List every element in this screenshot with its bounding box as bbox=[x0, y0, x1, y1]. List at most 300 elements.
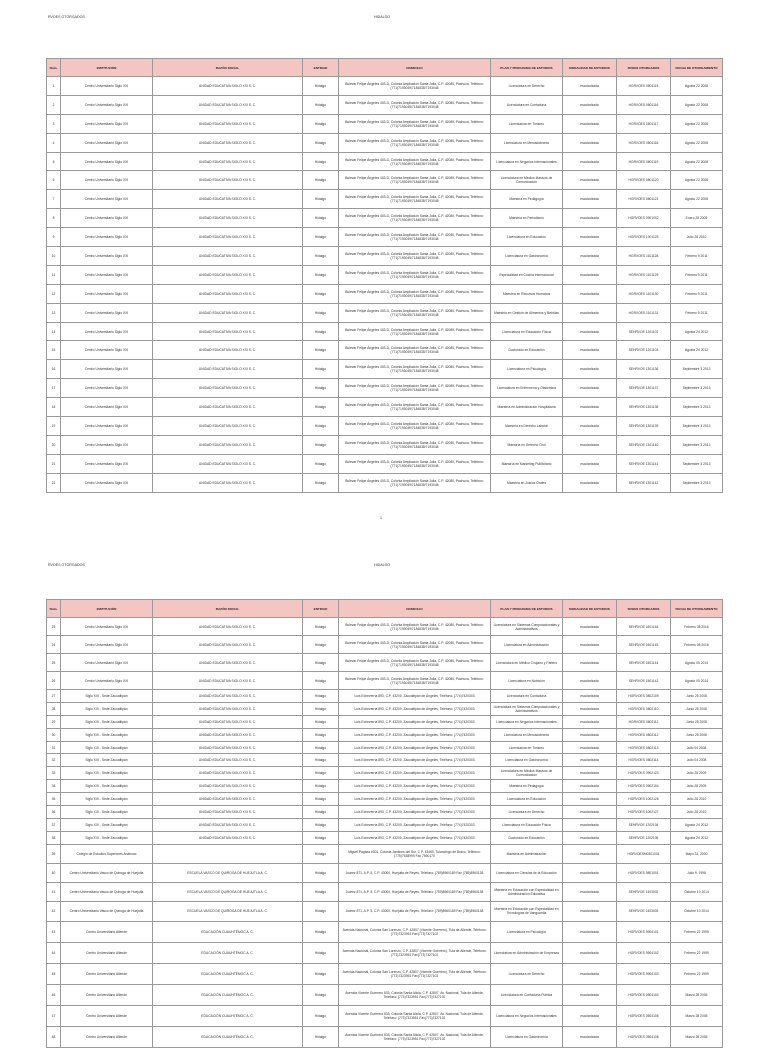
cell-state: Hidalgo bbox=[303, 863, 339, 882]
cell-state: Hidalgo bbox=[303, 672, 339, 690]
cell-row-number: 37 bbox=[47, 818, 61, 831]
cell-business-name: UNIDAD EDUCATIVA SIGLO XXI S. C. bbox=[153, 265, 303, 284]
cell-business-name: UNIDAD EDUCATIVA SIGLO XXI S. C. bbox=[153, 473, 303, 492]
cell-study-modality: escolarizada bbox=[563, 882, 617, 901]
cell-address: Bulevar Felipe Ángeles 403-D, Colonia Ampliación Santa Julia, C.P. 42080, Pachuca, Teléfono: (771)7193049/7184838/7193048 bbox=[339, 114, 491, 133]
cell-business-name: UNIDAD EDUCATIVA SIGLO XXI S. C. bbox=[153, 818, 303, 831]
cell-business-name: UNIDAD EDUCATIVA SIGLO XXI S. C. bbox=[153, 284, 303, 303]
table-row bbox=[47, 728, 723, 741]
cell-row-number: 17 bbox=[47, 379, 61, 398]
cell-rvoe-code: HGRVOES 9904101 bbox=[617, 921, 671, 942]
cell-row-number: 24 bbox=[47, 636, 61, 654]
cell-grant-date: Junio 25 2008 bbox=[671, 728, 723, 741]
cell-study-plan: Doctorado en Educación bbox=[491, 341, 563, 360]
cell-grant-date: Junio 25 2008 bbox=[671, 702, 723, 715]
cell-study-modality: escolarizada bbox=[563, 209, 617, 228]
cell-institution: Centro Universitario Allende bbox=[61, 984, 153, 1005]
table-row bbox=[47, 265, 723, 284]
cell-rvoe-code: HGRVOES 0801116 bbox=[617, 95, 671, 114]
cell-state: Hidalgo bbox=[303, 715, 339, 728]
cell-row-number: 28 bbox=[47, 702, 61, 715]
cell-study-modality: escolarizada bbox=[563, 741, 617, 754]
cell-address: Juárez 871, A.P. 5, C.P. 43000, Huejutla de Reyes, Teléfono: (789)8960189 Fax (789)8960138 bbox=[339, 901, 491, 921]
cell-study-modality: escolarizada bbox=[563, 831, 617, 844]
cell-rvoe-code: HGRVOES 0801118 bbox=[617, 133, 671, 152]
cell-grant-date: Febrero 9 2011 bbox=[671, 265, 723, 284]
cell-study-modality: escolarizada bbox=[563, 780, 617, 793]
cell-rvoe-code: SEHRVOE 1301137 bbox=[617, 379, 671, 398]
cell-business-name: UNIDAD EDUCATIVA SIGLO XXI S. C. bbox=[153, 228, 303, 247]
cell-study-modality: escolarizada bbox=[563, 1026, 617, 1047]
cell-row-number: 15 bbox=[47, 341, 61, 360]
cell-state: Hidalgo bbox=[303, 1005, 339, 1026]
table-body bbox=[47, 77, 723, 493]
cell-address: Bulevar Felipe Ángeles 403-D, Colonia Ampliación Santa Julia, C.P. 42080, Pachuca, Teléfono: (771)7193049/7184838/7193048 bbox=[339, 322, 491, 341]
cell-state: Hidalgo bbox=[303, 190, 339, 209]
cell-grant-date: Febrero 22 1999 bbox=[671, 963, 723, 984]
cell-institution: Centro Universitario Siglo XXI bbox=[61, 152, 153, 171]
cell-business-name: UNIDAD EDUCATIVA SIGLO XXI S. C. bbox=[153, 417, 303, 436]
table-row bbox=[47, 690, 723, 703]
cell-address: Luis Echeverría 893, C.P. 43200, Zacualtipán de Ángeles, Teléfono: (774)7420303 bbox=[339, 793, 491, 806]
cell-address: Luis Echeverría 893, C.P. 43200, Zacualtipán de Ángeles, Teléfono: (774)7420303 bbox=[339, 728, 491, 741]
cell-state: Hidalgo bbox=[303, 767, 339, 780]
cell-address: Bulevar Felipe Ángeles 403-D, Colonia Ampliación Santa Julia, C.P. 42080, Pachuca, Teléfono: (771)7193049/7184838/7193048 bbox=[339, 417, 491, 436]
cell-address: Bulevar Felipe Ángeles 403-D, Colonia Ampliación Santa Julia, C.P. 42080, Pachuca, Teléfono: (771)7193049/7184838/7193048 bbox=[339, 341, 491, 360]
cell-address: Bulevar Felipe Ángeles 403-D, Colonia Ampliación Santa Julia, C.P. 42080, Pachuca, Teléfono: (771)7193049/7184838/7193048 bbox=[339, 672, 491, 690]
cell-institution: Centro Universitario Siglo XXI bbox=[61, 360, 153, 379]
cell-state: Hidalgo bbox=[303, 942, 339, 963]
cell-business-name: UNIDAD EDUCATIVA SIGLO XXI S. C. bbox=[153, 152, 303, 171]
table-row bbox=[47, 284, 723, 303]
cell-institution: Centro Universitario Siglo XXI bbox=[61, 417, 153, 436]
cell-state: Hidalgo bbox=[303, 379, 339, 398]
cell-row-number: 10 bbox=[47, 247, 61, 266]
cell-institution: Siglo XXI - Sede Zacualtipán bbox=[61, 715, 153, 728]
cell-institution: Centro Universitario Allende bbox=[61, 1005, 153, 1026]
cell-study-plan: Licenciatura en Educación Física bbox=[491, 818, 563, 831]
cell-study-modality: escolarizada bbox=[563, 672, 617, 690]
cell-institution: Siglo XXI - Sede Zacualtipán bbox=[61, 702, 153, 715]
cell-row-number: 9 bbox=[47, 228, 61, 247]
cell-business-name: UNIDAD EDUCATIVA SIGLO XXI S. C. bbox=[153, 780, 303, 793]
cell-institution: Centro Universitario Vasco de Quiroga de Huejutla bbox=[61, 882, 153, 901]
cell-address: Luis Echeverría 893, C.P. 43200, Zacualtipán de Ángeles, Teléfono: (774)7420303 bbox=[339, 715, 491, 728]
cell-study-modality: escolarizada bbox=[563, 398, 617, 417]
cell-rvoe-code: HGRVOES 1101131 bbox=[617, 303, 671, 322]
cell-institution: Centro Universitario Vasco de Quiroga de Huejutla bbox=[61, 901, 153, 921]
cell-row-number: 46 bbox=[47, 984, 61, 1005]
cell-institution: Centro Universitario Siglo XXI bbox=[61, 654, 153, 672]
cell-institution: Centro Universitario Siglo XXI bbox=[61, 636, 153, 654]
cell-institution: Centro Universitario Allende bbox=[61, 1026, 153, 1047]
cell-row-number: 16 bbox=[47, 360, 61, 379]
table-row bbox=[47, 322, 723, 341]
column-header-row-number: Núm. bbox=[47, 59, 61, 77]
cell-study-plan: Licenciatura en Educación Física bbox=[491, 322, 563, 341]
cell-grant-date: Marzo 28 2005 bbox=[671, 1026, 723, 1047]
cell-rvoe-code: HGRVOES 1101130 bbox=[617, 284, 671, 303]
table-row bbox=[47, 209, 723, 228]
cell-row-number: 5 bbox=[47, 152, 61, 171]
column-header-rvoe-code: RVOES OTORGADOS bbox=[617, 59, 671, 77]
cell-institution: Centro Universitario Siglo XXI bbox=[61, 398, 153, 417]
cell-state: Hidalgo bbox=[303, 77, 339, 96]
table-row bbox=[47, 793, 723, 806]
cell-state: Hidalgo bbox=[303, 152, 339, 171]
cell-grant-date: Septiembre 3 2013 bbox=[671, 417, 723, 436]
cell-state: Hidalgo bbox=[303, 963, 339, 984]
cell-row-number: 22 bbox=[47, 473, 61, 492]
table-body bbox=[47, 618, 723, 1048]
cell-row-number: 14 bbox=[47, 322, 61, 341]
cell-study-modality: escolarizada bbox=[563, 360, 617, 379]
cell-study-plan: Licenciatura en Gastronomía bbox=[491, 247, 563, 266]
cell-row-number: 30 bbox=[47, 728, 61, 741]
cell-study-modality: escolarizada bbox=[563, 942, 617, 963]
cell-study-modality: escolarizada bbox=[563, 754, 617, 767]
cell-grant-date: Julio 28 2010 bbox=[671, 806, 723, 819]
page-header bbox=[0, 563, 768, 573]
cell-study-plan: Licenciatura en Psicología bbox=[491, 360, 563, 379]
cell-study-plan: Licenciatura en Mercadotecnia bbox=[491, 133, 563, 152]
cell-address: Luis Echeverría 893, C.P. 43200, Zacualtipán de Ángeles, Teléfono: (774)7420303 bbox=[339, 702, 491, 715]
cell-rvoe-code: SEHRVOE 1403003 bbox=[617, 901, 671, 921]
cell-study-modality: escolarizada bbox=[563, 702, 617, 715]
table-row bbox=[47, 152, 723, 171]
table-row bbox=[47, 818, 723, 831]
cell-business-name: EDUCACIÓN CUAUHTÉMOC A. C. bbox=[153, 1005, 303, 1026]
cell-address: Bulevar Felipe Ángeles 403-D, Colonia Ampliación Santa Julia, C.P. 42080, Pachuca, Teléfono: (771)7193049/7184838/7193048 bbox=[339, 247, 491, 266]
cell-address: Luis Echeverría 893, C.P. 43200, Zacualtipán de Ángeles, Teléfono: (774)7420303 bbox=[339, 754, 491, 767]
cell-business-name: EDUCACIÓN CUAUHTÉMOC A. C. bbox=[153, 984, 303, 1005]
cell-address: Bulevar Felipe Ángeles 403-D, Colonia Ampliación Santa Julia, C.P. 42080, Pachuca, Teléfono: (771)7193049/7184838/7193048 bbox=[339, 190, 491, 209]
cell-study-modality: escolarizada bbox=[563, 77, 617, 96]
cell-state: Hidalgo bbox=[303, 265, 339, 284]
cell-business-name: UNIDAD EDUCATIVA SIGLO XXI S. C. bbox=[153, 672, 303, 690]
cell-business-name: UNIDAD EDUCATIVA SIGLO XXI S. C. bbox=[153, 95, 303, 114]
cell-institution: Centro Universitario Vasco de Quiroga de Huejutla bbox=[61, 863, 153, 882]
cell-state: Hidalgo bbox=[303, 303, 339, 322]
cell-study-modality: escolarizada bbox=[563, 284, 617, 303]
cell-institution: Centro Universitario Siglo XXI bbox=[61, 95, 153, 114]
cell-address: Avenida Nacional, Colonia San Lorenzo, C.P. 42807 (Vicente Guerrero), Tula de Allende, Teléfono: (773)7323951 Fax(773)7327102 bbox=[339, 942, 491, 963]
cell-institution: Centro Universitario Siglo XXI bbox=[61, 265, 153, 284]
table-row bbox=[47, 473, 723, 492]
cell-row-number: 44 bbox=[47, 942, 61, 963]
cell-business-name: ESCUELA VASCO DE QUIROGA DE HUEJUTLA A. C. bbox=[153, 901, 303, 921]
cell-row-number: 38 bbox=[47, 831, 61, 844]
cell-state: Hidalgo bbox=[303, 831, 339, 844]
cell-business-name: UNIDAD EDUCATIVA SIGLO XXI S. C. bbox=[153, 793, 303, 806]
cell-row-number: 4 bbox=[47, 133, 61, 152]
cell-study-plan: Licenciatura en Derecho bbox=[491, 963, 563, 984]
cell-grant-date: Febrero 9 2011 bbox=[671, 247, 723, 266]
cell-state: Hidalgo bbox=[303, 882, 339, 901]
cell-grant-date: Septiembre 3 2013 bbox=[671, 435, 723, 454]
cell-state: Hidalgo bbox=[303, 247, 339, 266]
cell-institution: Siglo XXI - Sede Zacualtipán bbox=[61, 818, 153, 831]
cell-address: Luis Echeverría 893, C.P. 43200, Zacualtipán de Ángeles, Teléfono: (774)7420303 bbox=[339, 831, 491, 844]
cell-grant-date: Febrero 9 2011 bbox=[671, 303, 723, 322]
cell-rvoe-code: SEHRVOE 1301140 bbox=[617, 435, 671, 454]
cell-business-name: UNIDAD EDUCATIVA SIGLO XXI S. C. bbox=[153, 715, 303, 728]
cell-address: Bulevar Felipe Ángeles 403-D, Colonia Ampliación Santa Julia, C.P. 42080, Pachuca, Teléfono: (771)7193049/7184838/7193048 bbox=[339, 133, 491, 152]
cell-study-plan: Doctorado en Educación bbox=[491, 831, 563, 844]
cell-rvoe-code: HGRVOES 1002126 bbox=[617, 793, 671, 806]
cell-business-name: UNIDAD EDUCATIVA SIGLO XXI S. C. bbox=[153, 247, 303, 266]
cell-study-modality: escolarizada bbox=[563, 984, 617, 1005]
cell-state: Hidalgo bbox=[303, 636, 339, 654]
cell-grant-date: Agosto 24 2012 bbox=[671, 341, 723, 360]
cell-rvoe-code: HGRVOES 0504105 bbox=[617, 1005, 671, 1026]
table-row bbox=[47, 247, 723, 266]
table-row bbox=[47, 754, 723, 767]
table-row bbox=[47, 636, 723, 654]
cell-business-name: UNIDAD EDUCATIVA SIGLO XXI S. C. bbox=[153, 636, 303, 654]
cell-rvoe-code: SEHRVOE 1301141 bbox=[617, 454, 671, 473]
table-row bbox=[47, 741, 723, 754]
cell-grant-date: Agosto 22 2008 bbox=[671, 77, 723, 96]
column-header-business-name: RAZÓN SOCIAL bbox=[153, 59, 303, 77]
cell-address: Avenida Nacional, Colonia San Lorenzo, C.P. 42807 (Vicente Guerrero), Tula de Allende, Teléfono: (773)7323951 Fax(773)7327102 bbox=[339, 921, 491, 942]
cell-grant-date: Agosto 22 2008 bbox=[671, 114, 723, 133]
rvoes-table-page-1 bbox=[46, 58, 723, 493]
table-row bbox=[47, 1026, 723, 1047]
cell-rvoe-code: HGRVOES 1101129 bbox=[617, 265, 671, 284]
cell-institution: Colegio de Estudios Superiores Anáhuac bbox=[61, 844, 153, 863]
cell-address: Bulevar Felipe Ángeles 403-D, Colonia Ampliación Santa Julia, C.P. 42080, Pachuca, Teléfono: (771)7193049/7184838/7193048 bbox=[339, 228, 491, 247]
table-row bbox=[47, 618, 723, 636]
header-center-title: HIDALGO bbox=[374, 15, 391, 19]
cell-study-modality: escolarizada bbox=[563, 654, 617, 672]
cell-rvoe-code: HGRVOES 0801120 bbox=[617, 171, 671, 190]
cell-study-plan: Maestría en Gestión de Alimentos y Bebidas bbox=[491, 303, 563, 322]
column-header-institution: INSTITUCIÓN bbox=[61, 600, 153, 618]
cell-institution: Siglo XXI - Sede Zacualtipán bbox=[61, 690, 153, 703]
cell-rvoe-code: HGRVOES 0802109 bbox=[617, 690, 671, 703]
cell-row-number: 43 bbox=[47, 921, 61, 942]
cell-business-name: UNIDAD EDUCATIVA SIGLO XXI S. C. bbox=[153, 754, 303, 767]
cell-rvoe-code: HGRVOES 1001125 bbox=[617, 228, 671, 247]
cell-address: Bulevar Felipe Ángeles 403-D, Colonia Ampliación Santa Julia, C.P. 42080, Pachuca, Teléfono: (771)7193049/7184838/7193048 bbox=[339, 435, 491, 454]
cell-study-plan: Maestría en Pedagogía bbox=[491, 780, 563, 793]
column-header-grant-date: FECHA DE OTORGAMIENTO bbox=[671, 600, 723, 618]
cell-study-plan: Licenciatura en Negocios Internacionales bbox=[491, 1005, 563, 1026]
cell-study-plan: Licenciatura en Derecho bbox=[491, 77, 563, 96]
cell-state: Hidalgo bbox=[303, 209, 339, 228]
table-row bbox=[47, 654, 723, 672]
cell-row-number: 48 bbox=[47, 1026, 61, 1047]
table-row bbox=[47, 435, 723, 454]
cell-study-plan: Licenciatura en Medios Masivos de Comunicación bbox=[491, 767, 563, 780]
cell-grant-date: Julio 04 2008 bbox=[671, 754, 723, 767]
cell-study-modality: escolarizada bbox=[563, 963, 617, 984]
column-header-study-plan: PLAN Y PROGRAMA DE ESTUDIOS bbox=[491, 600, 563, 618]
cell-business-name: UNIDAD EDUCATIVA SIGLO XXI S. C. bbox=[153, 435, 303, 454]
cell-study-modality: escolarizada bbox=[563, 190, 617, 209]
cell-business-name: EDUCACIÓN CUAUHTÉMOC A. C. bbox=[153, 942, 303, 963]
cell-institution: Centro Universitario Siglo XXI bbox=[61, 228, 153, 247]
cell-state: Hidalgo bbox=[303, 133, 339, 152]
cell-business-name: UNIDAD EDUCATIVA SIGLO XXI S. C. bbox=[153, 806, 303, 819]
cell-state: Hidalgo bbox=[303, 690, 339, 703]
cell-row-number: 20 bbox=[47, 435, 61, 454]
table-header-row bbox=[47, 59, 723, 77]
cell-business-name: UNIDAD EDUCATIVA SIGLO XXI S. C. bbox=[153, 741, 303, 754]
cell-address: Luis Echeverría 893, C.P. 43200, Zacualtipán de Ángeles, Teléfono: (774)7420303 bbox=[339, 741, 491, 754]
cell-institution: Centro Universitario Siglo XXI bbox=[61, 322, 153, 341]
cell-grant-date: Julio 28 2010 bbox=[671, 793, 723, 806]
cell-study-modality: escolarizada bbox=[563, 844, 617, 863]
cell-state: Hidalgo bbox=[303, 473, 339, 492]
table-row bbox=[47, 942, 723, 963]
cell-state: Hidalgo bbox=[303, 780, 339, 793]
cell-rvoe-code: HGRVOES 0801121 bbox=[617, 190, 671, 209]
cell-rvoe-code: HGRVOES 0504104 bbox=[617, 984, 671, 1005]
cell-business-name: ESCUELA VASCO DE QUIROGA DE HUEJUTLA A. C. bbox=[153, 863, 303, 882]
cell-study-plan: Maestría en Educación con Especialidad en Administración Educativa bbox=[491, 882, 563, 901]
cell-grant-date: Agosto 22 2008 bbox=[671, 95, 723, 114]
cell-state: Hidalgo bbox=[303, 284, 339, 303]
cell-study-modality: escolarizada bbox=[563, 435, 617, 454]
cell-study-modality: escolarizada bbox=[563, 1005, 617, 1026]
table-row bbox=[47, 398, 723, 417]
cell-study-plan: Licenciatura en Enfermería y Obstetricia bbox=[491, 379, 563, 398]
cell-institution: Centro Universitario Siglo XXI bbox=[61, 672, 153, 690]
cell-study-plan: Maestría en Recursos Humanos bbox=[491, 284, 563, 303]
cell-address: Bulevar Felipe Ángeles 403-D, Colonia Ampliación Santa Julia, C.P. 42080, Pachuca, Teléfono: (771)7193049/7184838/7193048 bbox=[339, 95, 491, 114]
cell-address: Bulevar Felipe Ángeles 403-D, Colonia Ampliación Santa Julia, C.P. 42080, Pachuca, Teléfono: (771)7193049/7184838/7193048 bbox=[339, 265, 491, 284]
table-row bbox=[47, 672, 723, 690]
cell-study-modality: escolarizada bbox=[563, 690, 617, 703]
cell-rvoe-code: SEHRVOE 1301139 bbox=[617, 417, 671, 436]
cell-study-plan: Maestría en Administración Hospitalaria bbox=[491, 398, 563, 417]
cell-business-name: UNIDAD EDUCATIVA SIGLO XXI S. C. bbox=[153, 133, 303, 152]
cell-institution: Siglo XXI - Sede Zacualtipán bbox=[61, 793, 153, 806]
cell-study-modality: escolarizada bbox=[563, 901, 617, 921]
cell-study-plan: Licenciatura en Educación bbox=[491, 228, 563, 247]
cell-rvoe-code: HGRVOES 0802112 bbox=[617, 728, 671, 741]
cell-address: Juárez 871, A.P. 5, C.P. 43000, Huejutla de Reyes, Teléfono: (789)8960189 Fax (789)8960138 bbox=[339, 882, 491, 901]
cell-grant-date: Mayo 31, 2000 bbox=[671, 844, 723, 863]
cell-grant-date: Febrero 08 2016 bbox=[671, 636, 723, 654]
table-row bbox=[47, 831, 723, 844]
cell-study-modality: escolarizada bbox=[563, 818, 617, 831]
cell-rvoe-code: HGRVOES 9904103 bbox=[617, 963, 671, 984]
cell-study-plan: Maestría en Administración bbox=[491, 844, 563, 863]
cell-grant-date: Febrero 9 2011 bbox=[671, 284, 723, 303]
cell-institution: Centro Universitario Siglo XXI bbox=[61, 171, 153, 190]
cell-study-plan: Licenciatura en Mercadotecnia bbox=[491, 728, 563, 741]
cell-study-modality: escolarizada bbox=[563, 152, 617, 171]
column-header-grant-date: FECHA DE OTORGAMIENTO bbox=[671, 59, 723, 77]
cell-grant-date: Julio 9, 1998 bbox=[671, 863, 723, 882]
cell-business-name: ESCUELA VASCO DE QUIROGA DE HUEJUTLA A. C. bbox=[153, 882, 303, 901]
cell-business-name: UNIDAD EDUCATIVA SIGLO XXI S. C. bbox=[153, 654, 303, 672]
cell-business-name: EDUCACIÓN CUAUHTÉMOC A. C. bbox=[153, 1026, 303, 1047]
cell-study-plan: Licenciatura en Contaduría Pública bbox=[491, 984, 563, 1005]
cell-study-modality: escolarizada bbox=[563, 863, 617, 882]
cell-state: Hidalgo bbox=[303, 114, 339, 133]
cell-state: Hidalgo bbox=[303, 95, 339, 114]
cell-row-number: 32 bbox=[47, 754, 61, 767]
cell-row-number: 13 bbox=[47, 303, 61, 322]
table-row bbox=[47, 901, 723, 921]
cell-state: Hidalgo bbox=[303, 984, 339, 1005]
table-row bbox=[47, 303, 723, 322]
cell-study-modality: escolarizada bbox=[563, 322, 617, 341]
cell-grant-date: Agosto 24 2012 bbox=[671, 322, 723, 341]
cell-grant-date: Julio 28 2009 bbox=[671, 780, 723, 793]
cell-study-plan: Licenciatura en Ciencias de la Educación bbox=[491, 863, 563, 882]
cell-business-name bbox=[153, 844, 303, 863]
cell-study-plan: Licenciatura en Sistemas Computacionales y Administrativos bbox=[491, 618, 563, 636]
cell-row-number: 21 bbox=[47, 454, 61, 473]
cell-address: Avenida Vicente Guerrero 833, Colonia Santa Alicia, C.P. 42807, Av. Nacional, Tula de Allende, Teléfono: (773)7323951 Fax(773)7327102 bbox=[339, 1026, 491, 1047]
cell-state: Hidalgo bbox=[303, 702, 339, 715]
cell-study-plan: Licenciatura en Negocios Internacionales bbox=[491, 715, 563, 728]
cell-study-modality: escolarizada bbox=[563, 806, 617, 819]
cell-row-number: 11 bbox=[47, 265, 61, 284]
cell-rvoe-code: HGRVOES 0802111 bbox=[617, 715, 671, 728]
cell-state: Hidalgo bbox=[303, 844, 339, 863]
cell-study-plan: Licenciatura en Contaduría bbox=[491, 95, 563, 114]
cell-institution: Siglo XXI - Sede Zacualtipán bbox=[61, 728, 153, 741]
cell-rvoe-code: HGRVOES 9801001 bbox=[617, 863, 671, 882]
cell-row-number: 8 bbox=[47, 209, 61, 228]
cell-state: Hidalgo bbox=[303, 435, 339, 454]
cell-rvoe-code: HGRVOES 0802114 bbox=[617, 754, 671, 767]
cell-address: Bulevar Felipe Ángeles 403-D, Colonia Ampliación Santa Julia, C.P. 42080, Pachuca, Teléfono: (771)7193049/7184838/7193048 bbox=[339, 398, 491, 417]
cell-study-plan: Maestría en Educación con Especialidad en Tecnologías de Vanguardia bbox=[491, 901, 563, 921]
column-header-study-modality: MODALIDAD DE ESTUDIOS bbox=[563, 59, 617, 77]
cell-address: Bulevar Felipe Ángeles 403-D, Colonia Ampliación Santa Julia, C.P. 42080, Pachuca, Teléfono: (771)7193049/7184838/7193048 bbox=[339, 284, 491, 303]
cell-institution: Centro Universitario Allende bbox=[61, 921, 153, 942]
table-row bbox=[47, 863, 723, 882]
cell-business-name: UNIDAD EDUCATIVA SIGLO XXI S. C. bbox=[153, 702, 303, 715]
cell-rvoe-code: HGRVOES 0801119 bbox=[617, 152, 671, 171]
table-row bbox=[47, 417, 723, 436]
table-row bbox=[47, 984, 723, 1005]
cell-study-modality: escolarizada bbox=[563, 341, 617, 360]
cell-business-name: EDUCACIÓN CUAUHTÉMOC A. C. bbox=[153, 921, 303, 942]
cell-rvoe-code: SEHRVOE 1601146 bbox=[617, 618, 671, 636]
cell-study-modality: escolarizada bbox=[563, 793, 617, 806]
cell-address: Bulevar Felipe Ángeles 403-D, Colonia Ampliación Santa Julia, C.P. 42080, Pachuca, Teléfono: (771)7193049/7184838/7193048 bbox=[339, 360, 491, 379]
cell-institution: Siglo XXI - Sede Zacualtipán bbox=[61, 741, 153, 754]
cell-state: Hidalgo bbox=[303, 360, 339, 379]
table-header-row bbox=[47, 600, 723, 618]
cell-institution: Centro Universitario Siglo XXI bbox=[61, 114, 153, 133]
cell-row-number: 1 bbox=[47, 77, 61, 96]
table-row bbox=[47, 77, 723, 96]
cell-grant-date: Agosto 22 2008 bbox=[671, 171, 723, 190]
cell-rvoe-code: SEHRVOE 1201103 bbox=[617, 341, 671, 360]
cell-study-plan: Maestría en Juicios Orales bbox=[491, 473, 563, 492]
cell-study-modality: escolarizada bbox=[563, 728, 617, 741]
cell-institution: Centro Universitario Siglo XXI bbox=[61, 454, 153, 473]
cell-grant-date: Julio 04 2008 bbox=[671, 741, 723, 754]
cell-grant-date: Septiembre 3 2013 bbox=[671, 454, 723, 473]
cell-grant-date: Septiembre 3 2013 bbox=[671, 398, 723, 417]
cell-institution: Centro Universitario Siglo XXI bbox=[61, 247, 153, 266]
cell-state: Hidalgo bbox=[303, 921, 339, 942]
cell-institution: Centro Universitario Allende bbox=[61, 963, 153, 984]
cell-study-modality: escolarizada bbox=[563, 473, 617, 492]
cell-study-modality: escolarizada bbox=[563, 114, 617, 133]
cell-rvoe-code: HGRVOES 0802110 bbox=[617, 702, 671, 715]
